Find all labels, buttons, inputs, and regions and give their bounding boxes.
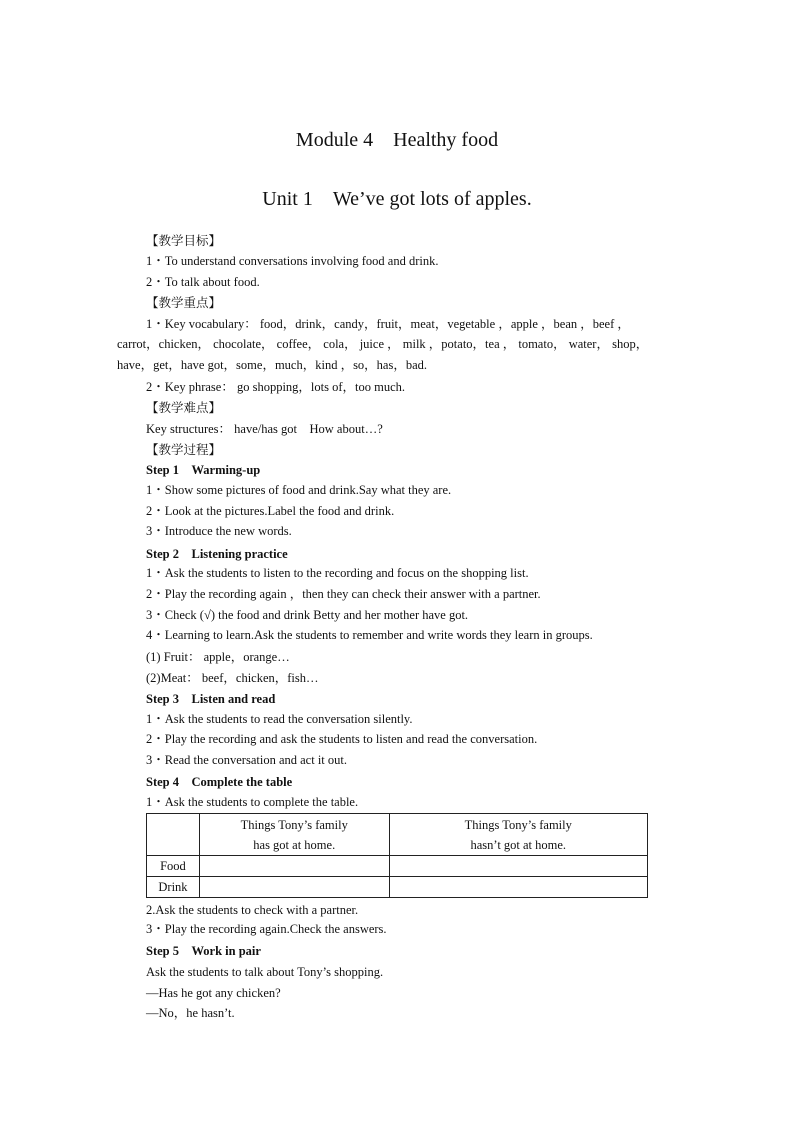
table-cell-empty[interactable] <box>199 877 389 898</box>
step2-title: Step 2 Listening practice <box>146 547 288 561</box>
vocab-line: have，get，have got，some，much，kind ，so，has，bad. <box>117 358 428 372</box>
dialogue-line: —Has he got any chicken? <box>146 986 281 1000</box>
objective-item: 2・To talk about food. <box>146 275 260 289</box>
dialogue-line: —No，he hasn’t. <box>146 1006 235 1020</box>
vocab-line: 1・Key vocabulary： food，drink，candy，fruit，meat，vegetable ，apple ，bean ，beef ， <box>146 317 630 331</box>
step3-item: 1・Ask the students to read the conversation silently. <box>146 712 413 726</box>
key-phrase: 2・Key phrase： go shopping，lots of，too much. <box>146 380 406 394</box>
table-corner-cell <box>147 814 200 856</box>
table-cell-empty[interactable] <box>389 856 647 877</box>
step4-title: Step 4 Complete the table <box>146 775 293 789</box>
key-points-heading: 【教学重点】 <box>146 296 222 310</box>
step1-item: 2・Look at the pictures.Label the food and drink. <box>146 504 395 518</box>
unit-title: Unit 1 We’ve got lots of apples. <box>262 188 532 210</box>
step4-item: 2.Ask the students to check with a partner. <box>146 903 359 917</box>
step2-item: (2)Meat： beef，chicken，fish… <box>146 671 319 685</box>
row-label-drink: Drink <box>147 877 200 898</box>
step1-item: 1・Show some pictures of food and drink.Say what they are. <box>146 483 452 497</box>
objective-item: 1・To understand conversations involving food and drink. <box>146 254 439 268</box>
step2-item: (1) Fruit： apple，orange… <box>146 650 290 664</box>
row-label-food: Food <box>147 856 200 877</box>
step3-item: 3・Read the conversation and act it out. <box>146 753 347 767</box>
family-food-table <box>146 813 648 898</box>
table-cell-empty[interactable] <box>389 877 647 898</box>
step2-item: 3・Check (√) the food and drink Betty and her mother have got. <box>146 608 469 622</box>
table-header-hasnt-got: Things Tony’s family hasn’t got at home. <box>389 814 647 856</box>
step4-item: 3・Play the recording again.Check the answers. <box>146 922 387 936</box>
table-header-has-got: Things Tony’s family has got at home. <box>199 814 389 856</box>
step4-intro: 1・Ask the students to complete the table. <box>146 795 359 809</box>
process-heading: 【教学过程】 <box>146 443 222 457</box>
difficulties-heading: 【教学难点】 <box>146 401 222 415</box>
page-title: Module 4 Healthy food <box>295 129 499 151</box>
step2-item: 4・Learning to learn.Ask the students to remember and write words they learn in groups. <box>146 628 593 642</box>
key-structures: Key structures： have/has got How about…? <box>146 422 383 436</box>
step2-item: 1・Ask the students to listen to the recording and focus on the shopping list. <box>146 566 529 580</box>
step1-item: 3・Introduce the new words. <box>146 524 292 538</box>
step2-item: 2・Play the recording again ，then they can check their answer with a partner. <box>146 587 541 601</box>
step3-item: 2・Play the recording and ask the students to listen and read the conversation. <box>146 732 538 746</box>
step5-item: Ask the students to talk about Tony’s shopping. <box>146 965 384 979</box>
step3-title: Step 3 Listen and read <box>146 692 276 706</box>
table-cell-empty[interactable] <box>199 856 389 877</box>
objectives-heading: 【教学目标】 <box>146 234 222 248</box>
vocab-line: carrot，chicken， chocolate， coffee， cola， juice ， milk ，potato，tea ， tomato， water， shop， <box>117 337 649 351</box>
step1-title: Step 1 Warming-up <box>146 463 261 477</box>
step5-title: Step 5 Work in pair <box>146 944 261 958</box>
